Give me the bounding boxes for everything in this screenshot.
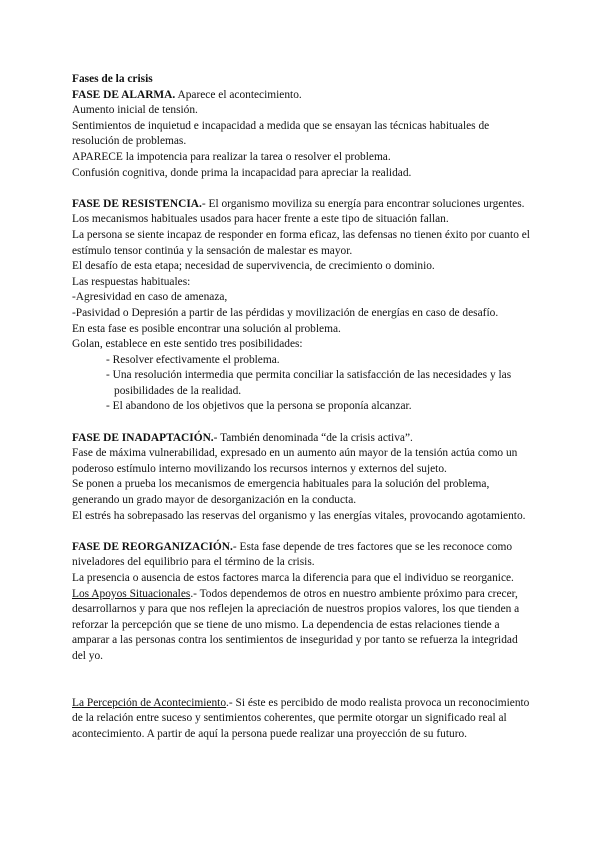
paragraph: El estrés ha sobrepasado las reservas del organismo y las energías vitales, provocando agotamiento. [72, 509, 526, 522]
paragraph-percepcion [72, 696, 530, 743]
list-item: - Una resolución intermedia que permita conciliar la satisfacción de las necesidades y las posibilidades de la realidad. [106, 369, 512, 397]
paragraph: El desafío de esta etapa; necesidad de supervivencia, de crecimiento o dominio. [72, 260, 435, 273]
section-resistencia [72, 197, 530, 415]
subheading-percepcion: La Percepción de Acontecimiento [72, 696, 227, 709]
paragraph-inadaptacion-lead [72, 431, 530, 447]
paragraph: Las respuestas habituales: [72, 275, 191, 288]
paragraph: -Pasividad o Depresión a partir de las pérdidas y movilización de energías en caso de desafío. [72, 306, 499, 319]
paragraph: Golan, establece en este sentido tres posibilidades: [72, 338, 303, 351]
paragraph: La presencia o ausencia de estos factores marca la diferencia para que el individuo se reorganice. [72, 572, 514, 584]
text-alarma-lead: Aparece el acontecimiento. [175, 88, 302, 101]
paragraph-reorganizacion-lead [72, 540, 530, 571]
text-resistencia-lead: - El organismo moviliza su energía para encontrar soluciones urgentes. [201, 197, 525, 210]
list-item: - Resolver efectivamente el problema. [106, 353, 280, 366]
spacer [72, 665, 530, 681]
paragraph: En esta fase es posible encontrar una solución al problema. [72, 322, 341, 335]
document-title: Fases de la crisis [72, 73, 153, 85]
paragraph-alarma-lead [72, 88, 530, 104]
paragraph: La persona se siente incapaz de responder en forma eficaz, las defensas no tienen éxito por cuanto el estímulo tensor continúa y la sensación de malestar es mayor. [72, 228, 530, 257]
paragraph: Sentimientos de inquietud e incapacidad a medida que se ensayan las técnicas habituales de resolución de problemas. [72, 119, 490, 148]
spacer [72, 680, 530, 696]
subheading-apoyos: Los Apoyos Situacionales [72, 587, 191, 600]
text-percepcion: .- Si éste es percibido de modo realista provoca un reconocimiento de la relación entre suceso y sentimientos coherentes, que permite otorgar un significado real al acontecimiento. A partir de aquí la persona puede realizar una proyección de su futuro. [72, 696, 530, 740]
text-apoyos: .- Todos dependemos de otros en nuestro ambiente próximo para crecer, desarrollarnos y para que nos reflejen la apreciación de nuestros propios valores, los que tienden a reforzar la percepción que se tiene de uno mismo. La dependencia de estas relaciones tiende a amparar a las personas contra los sentimientos de inseguridad y por tanto se refuerza la integridad del yo. [72, 587, 520, 662]
paragraph-apoyos [72, 587, 530, 665]
paragraph: Los mecanismos habituales usados para hacer frente a este tipo de situación fallan. [72, 213, 449, 226]
paragraph: Aumento inicial de tensión. [72, 104, 198, 117]
paragraph: Confusión cognitiva, donde prima la incapacidad para apreciar la realidad. [72, 166, 412, 179]
heading-resistencia: FASE DE RESISTENCIA. [72, 197, 202, 210]
text-reorganizacion-lead: - Esta fase depende de tres factores que se les reconoce como niveladores del equilibrio para el término de la crisis. [72, 540, 513, 569]
paragraph: APARECE la impotencia para realizar la tarea o resolver el problema. [72, 150, 391, 163]
spacer [72, 524, 530, 540]
paragraph: Se ponen a prueba los mecanismos de emergencia habituales para la solución del problema, generando un grado mayor de desorganización en la conducta. [72, 478, 490, 507]
heading-inadaptacion: FASE DE INADAPTACIÓN. [72, 431, 214, 444]
paragraph: Fase de máxima vulnerabilidad, expresado en un aumento aún mayor de la tensión actúa como un poderoso estímulo interno movilizando los recursos internos y externos del sujeto. [72, 447, 518, 475]
spacer [72, 181, 530, 197]
list-item: - El abandono de los objetivos que la persona se proponía alcanzar. [106, 400, 412, 413]
heading-alarma: FASE DE ALARMA. [72, 88, 176, 101]
paragraph: -Agresividad en caso de amenaza, [72, 291, 228, 304]
text-inadaptacion-lead: - También denominada “de la crisis activa”. [213, 431, 413, 444]
section-reorganizacion [72, 540, 530, 743]
section-inadaptacion [72, 431, 530, 525]
spacer [72, 415, 530, 431]
section-alarma [72, 88, 530, 182]
paragraph-resistencia-lead [72, 197, 530, 213]
heading-reorganizacion: FASE DE REORGANIZACIÓN. [72, 540, 233, 553]
